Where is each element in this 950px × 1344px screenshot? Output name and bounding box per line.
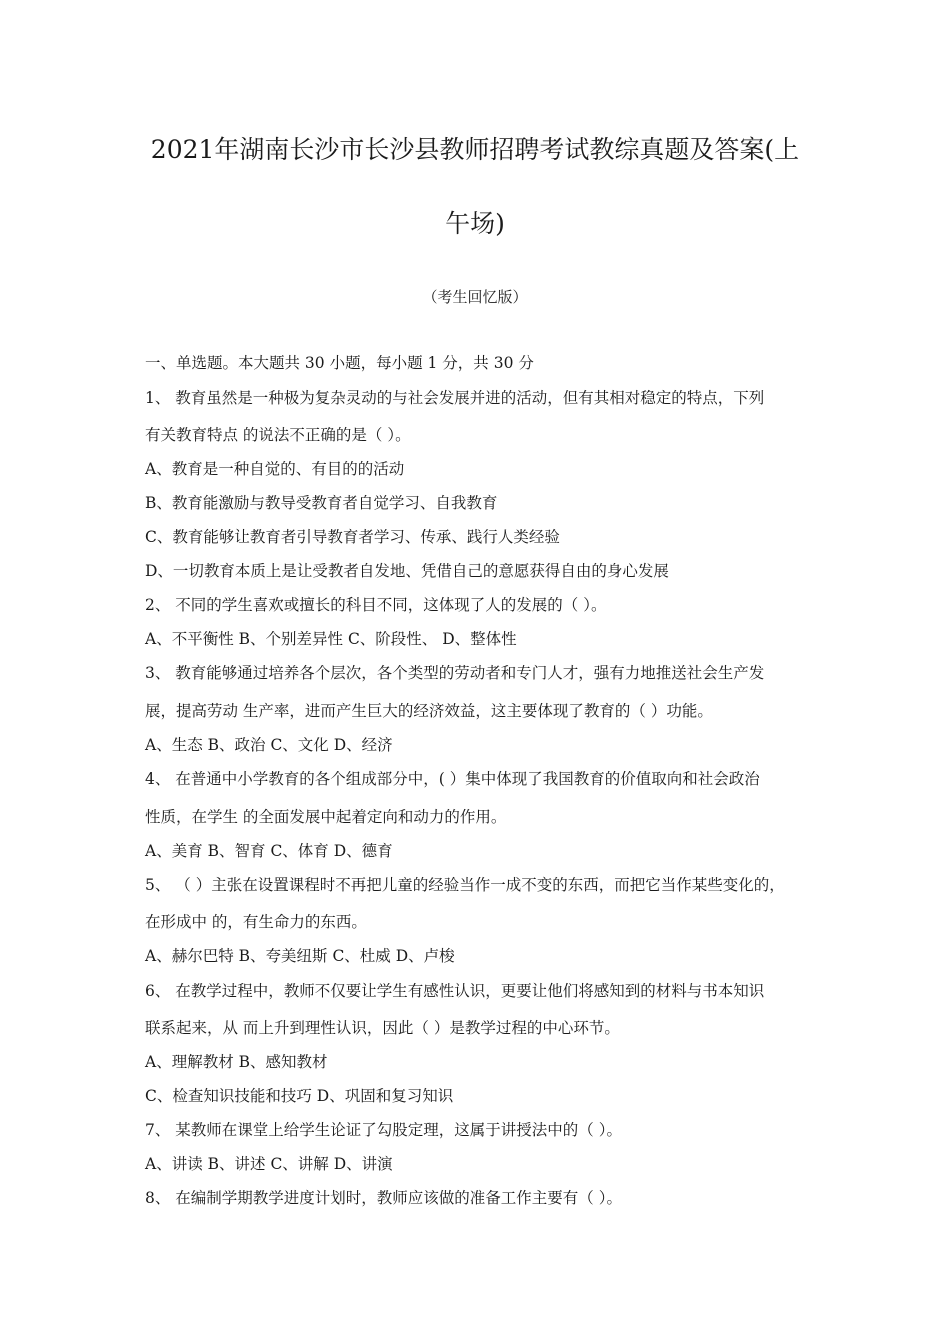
question-3-stem: 3、 教育能够通过培养各个层次，各个类型的劳动者和专门人才，强有力地推送社会生产发	[145, 664, 765, 682]
question-4-stem-cont: 性质，在学生 的全面发展中起着定向和动力的作用。	[145, 808, 507, 826]
question-5-stem: 5、 （ ）主张在设置课程时不再把儿童的经验当作一成不变的东西，而把它当作某些变化的，	[145, 876, 785, 894]
question-3-options: A、生态 B、政治 C、文化 D、经济	[145, 736, 393, 754]
question-3-stem-cont: 展，提高劳动 生产率，进而产生巨大的经济效益，这主要体现了教育的（ ）功能。	[145, 702, 713, 720]
question-6-stem: 6、 在教学过程中，教师不仅要让学生有感性认识，更要让他们将感知到的材料与书本知识	[145, 982, 765, 1000]
question-8-stem: 8、 在编制学期教学进度计划时，教师应该做的准备工作主要有（ ）。	[145, 1189, 622, 1207]
question-1-stem: 1、 教育虽然是一种极为复杂灵动的与社会发展并进的活动，但有其相对稳定的特点，下列	[145, 389, 765, 407]
question-5-stem-cont: 在形成中 的，有生命力的东西。	[145, 913, 367, 931]
question-2-stem: 2、 不同的学生喜欢或擅长的科目不同，这体现了人的发展的（ ）。	[145, 596, 607, 614]
question-4-stem: 4、 在普通中小学教育的各个组成部分中，( ）集中体现了我国教育的价值取向和社会政治	[145, 770, 760, 788]
question-2-options: A、不平衡性 B、个别差异性 C、阶段性、 D、整体性	[145, 630, 517, 648]
question-6-options-cd: C、检查知识技能和技巧 D、巩固和复习知识	[145, 1087, 454, 1105]
document-title-line-1: 2021年湖南长沙市长沙县教师招聘考试教综真题及答案(上	[150, 135, 800, 164]
question-6-options-ab: A、理解教材 B、感知教材	[145, 1053, 328, 1071]
section-header: 一、单选题。本大题共 30 小题，每小题 1 分，共 30 分	[145, 354, 534, 372]
question-7-options: A、讲读 B、讲述 C、讲解 D、讲演	[145, 1155, 393, 1173]
question-4-options: A、美育 B、智育 C、体育 D、德育	[145, 842, 393, 860]
document-title-line-2: 午场)	[445, 209, 505, 238]
question-1-option-b: B、教育能激励与教导受教育者自觉学习、自我教育	[145, 494, 498, 512]
question-6-stem-cont: 联系起来，从 而上升到理性认识，因此（ ）是教学过程的中心环节。	[145, 1019, 620, 1037]
question-5-options: A、赫尔巴特 B、夸美纽斯 C、杜威 D、卢梭	[145, 947, 455, 965]
question-1-option-d: D、一切教育本质上是让受教者自发地、凭借自己的意愿获得自由的身心发展	[145, 562, 669, 580]
question-7-stem: 7、 某教师在课堂上给学生论证了勾股定理，这属于讲授法中的（ ）。	[145, 1121, 622, 1139]
question-1-stem-cont: 有关教育特点 的说法不正确的是（ ）。	[145, 426, 411, 444]
question-1-option-a: A、教育是一种自觉的、有目的的活动	[145, 460, 405, 478]
question-1-option-c: C、教育能够让教育者引导教育者学习、传承、践行人类经验	[145, 528, 560, 546]
document-subtitle: （考生回忆版）	[422, 288, 528, 306]
